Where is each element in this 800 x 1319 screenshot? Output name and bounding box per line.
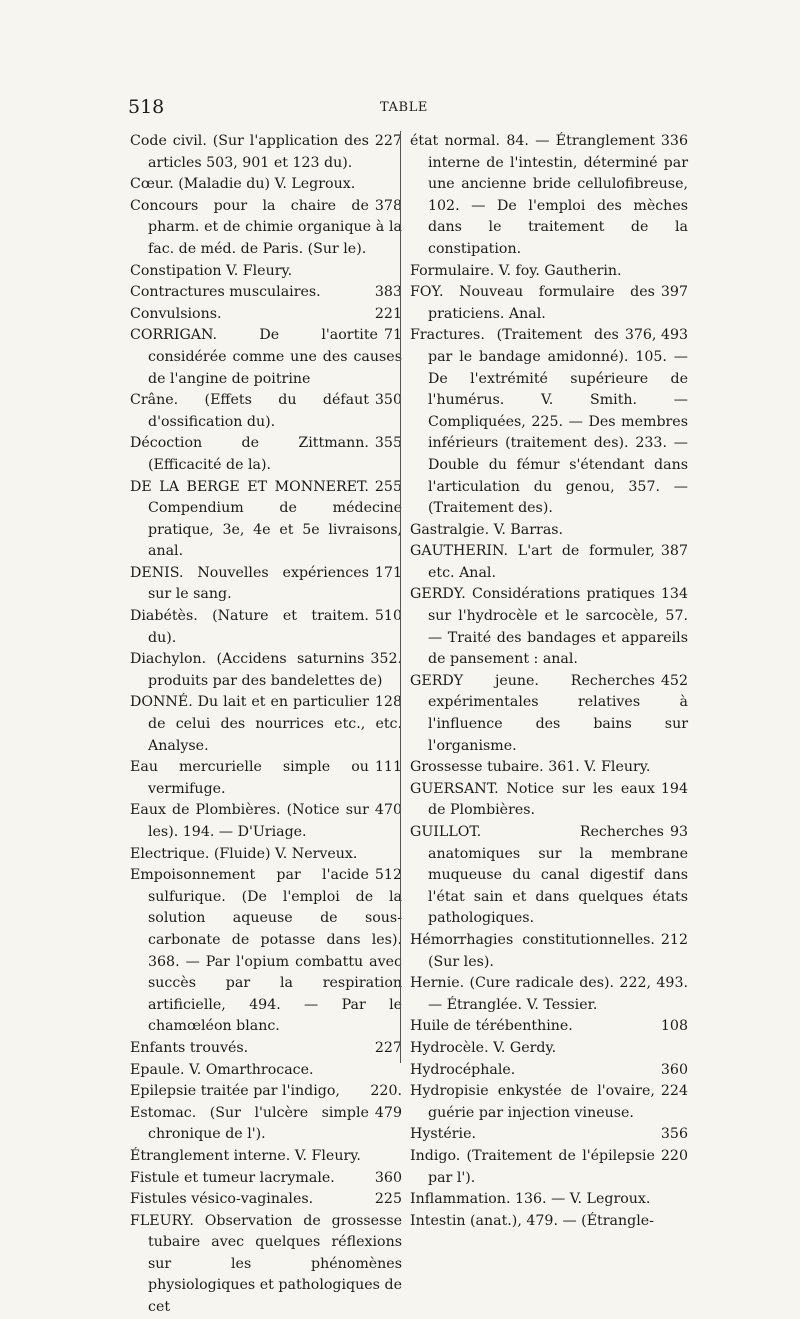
entry-page-ref: 355 (374, 435, 402, 452)
entry-page-ref: 378 (374, 197, 402, 214)
entry-text: Inflammation. 136. — V. Legroux. (410, 1191, 651, 1208)
index-entry (130, 757, 402, 800)
entry-text: Diachylon. (Accidens saturnins produits par des bandelettes de) (130, 651, 383, 689)
index-entry (410, 261, 688, 283)
entry-page-ref: 221 (374, 305, 402, 322)
entry-text: Cœur. (Maladie du) V. Legroux. (130, 176, 356, 193)
entry-text: Hémorrhagies constitutionnelles. (Sur les). (410, 931, 655, 970)
entry-text: GUILLOT. Recherches anatomiques sur la membrane muqueuse du canal digestif dans l'état sain et dans quelques états pathologiques. (410, 824, 688, 927)
entry-text: Étranglement interne. V. Fleury. (130, 1147, 361, 1164)
entry-text: GERDY jeune. Recherches expérimentales relatives à l'influence des bains sur l'organisme. (410, 672, 688, 754)
index-entry (130, 196, 402, 261)
entry-text: Convulsions. (130, 305, 222, 322)
entry-text: Eau mercurielle simple ou vermifuge. (130, 759, 369, 797)
index-entry (130, 1168, 402, 1190)
page-header (128, 96, 688, 124)
entry-page-ref: 227 (374, 133, 402, 149)
index-entry (130, 304, 402, 326)
index-entry (130, 174, 402, 196)
entry-text: Code civil. (Sur l'application des articles 503, 901 et 123 du). (130, 133, 369, 171)
entry-page-ref: 220 (660, 1147, 688, 1164)
entry-text: Formulaire. V. foy. Gautherin. (410, 262, 622, 279)
index-column-left (130, 131, 402, 1319)
index-entry (410, 325, 688, 519)
entry-page-ref: 360 (374, 1169, 402, 1186)
entry-text: DONNÉ. Du lait et en particulier de celui des nourrices etc., etc. Analyse. (130, 694, 402, 754)
entry-page-ref: 111 (374, 759, 402, 776)
column-divider (400, 131, 401, 1063)
index-entry (410, 1189, 688, 1211)
index-entry (410, 131, 688, 261)
entry-page-ref: 336 (660, 133, 688, 149)
entry-text: GUERSANT. Notice sur les eaux de Plombières. (410, 780, 655, 819)
index-entry (410, 973, 688, 1016)
entry-page-ref: 225 (374, 1191, 402, 1208)
index-entry (130, 131, 402, 174)
entry-text: état normal. 84. — Étranglement interne de l'intestin, déterminé par une ancienne bride cellulofibreuse, 102. — De l'emploi des mèches dans le traitement de la constipation. (410, 133, 688, 257)
entry-text: Hydropisie enkystée de l'ovaire, guérie par injection vineuse. (410, 1083, 655, 1121)
index-entry (130, 692, 402, 757)
entry-text: Empoisonnement par l'acide sulfurique. (De l'emploi de la solution aqueuse de sous-carbonate de potasse dans les). 368. — Par l'opium combattu avec succès par la respiration artificielle, 494. — Par le chamœléon blanc. (130, 867, 402, 1035)
entry-page-ref: 128 (374, 694, 402, 711)
index-entry (410, 584, 688, 670)
index-entry (410, 1146, 688, 1189)
index-entry (410, 1124, 688, 1146)
entry-page-ref: 397 (660, 284, 688, 301)
index-entry (130, 477, 402, 563)
entry-page-ref: 350 (374, 392, 402, 409)
entry-text: DE LA BERGE ET MONNERET. Compendium de médecine pratique, 3e, 4e et 5e livraisons, anal. (130, 478, 402, 560)
entry-text: Hernie. (Cure radicale des). 222, 493. — Étranglée. V. Tessier. (410, 975, 688, 1013)
running-title: TABLE (380, 100, 429, 115)
index-entry (410, 1016, 688, 1038)
entry-page-ref: 93 (669, 824, 688, 840)
entry-text: Diabétès. (Nature et traitem. du). (130, 608, 369, 646)
index-entry (410, 779, 688, 822)
index-entry (410, 671, 688, 757)
index-entry (410, 757, 688, 779)
index-entry (130, 1081, 402, 1103)
index-entry (130, 1189, 402, 1211)
entry-page-ref: 108 (660, 1018, 688, 1035)
index-entry (130, 1038, 402, 1060)
entry-page-ref: 171 (374, 564, 402, 581)
entry-text: Eaux de Plombières. (Notice sur les). 194. — D'Uriage. (130, 802, 369, 840)
entry-text: Fistules vésico-vaginales. (130, 1191, 314, 1208)
entry-page-ref: 352. (370, 651, 402, 668)
entry-text: Hystérie. (410, 1126, 476, 1143)
entry-text: Constipation V. Fleury. (130, 262, 293, 279)
index-entry (130, 800, 402, 843)
index-entry (130, 282, 402, 304)
entry-text: Indigo. (Traitement de l'épilepsie par l'). (410, 1147, 655, 1186)
index-entry (130, 606, 402, 649)
entry-text: Hydrocéphale. (410, 1061, 516, 1078)
entry-text: Huile de térébenthine. (410, 1018, 573, 1035)
index-entry (130, 865, 402, 1038)
entry-text: GAUTHERIN. L'art de formuler, etc. Anal. (410, 543, 655, 581)
entry-text: FOY. Nouveau formulaire des praticiens. Anal. (410, 284, 655, 322)
entry-page-ref: 224 (660, 1083, 688, 1100)
entry-text: CORRIGAN. De l'aortite considérée comme une des causes de l'angine de poitrine (130, 327, 402, 387)
entry-page-ref: 212 (660, 931, 688, 948)
entry-text: Gastralgie. V. Barras. (410, 521, 564, 538)
entry-text: Décoction de Zittmann. (Efficacité de la). (130, 435, 369, 473)
entry-page-ref: 383 (374, 284, 402, 301)
entry-text: Contractures musculaires. (130, 284, 321, 301)
entry-page-ref: 376, 493 (624, 327, 688, 344)
index-entry (410, 282, 688, 325)
index-entry (130, 844, 402, 866)
entry-page-ref: 134 (660, 586, 688, 603)
index-entry (130, 1103, 402, 1146)
index-entry (410, 1211, 688, 1233)
entry-text: Crâne. (Effets du défaut d'ossification du). (130, 392, 369, 430)
entry-page-ref: 194 (660, 780, 688, 797)
entry-page-ref: 452 (660, 672, 688, 689)
index-entry (410, 1038, 688, 1060)
entry-page-ref: 360 (660, 1061, 688, 1078)
index-entry (410, 520, 688, 542)
entry-text: FLEURY. Observation de grossesse tubaire avec quelques réflexions sur les phénomènes physiologiques et pathologiques de cet (130, 1212, 402, 1316)
index-entry (410, 930, 688, 973)
index-entry (130, 649, 402, 692)
index-entry (130, 1146, 402, 1168)
index-entry (410, 822, 688, 930)
entry-page-ref: 512 (374, 867, 402, 884)
entry-page-ref: 71 (383, 327, 402, 344)
index-entry (130, 390, 402, 433)
index-entry (410, 1060, 688, 1082)
page-number: 518 (128, 96, 165, 118)
entry-page-ref: 479 (374, 1104, 402, 1121)
entry-text: Fistule et tumeur lacrymale. (130, 1169, 335, 1186)
entry-text: Estomac. (Sur l'ulcère simple chronique de l'). (130, 1104, 369, 1143)
entry-text: Hydrocèle. V. Gerdy. (410, 1039, 557, 1056)
entry-page-ref: 356 (660, 1126, 688, 1143)
index-entry (130, 1211, 402, 1319)
index-entry (410, 1081, 688, 1124)
index-entry (130, 433, 402, 476)
entry-text: DENIS. Nouvelles expériences sur le sang. (130, 564, 369, 603)
entry-page-ref: 227 (374, 1039, 402, 1056)
entry-page-ref: 387 (660, 543, 688, 560)
entry-page-ref: 470 (374, 802, 402, 819)
entry-text: Enfants trouvés. (130, 1039, 249, 1056)
index-entry (130, 563, 402, 606)
entry-text: Concours pour la chaire de pharm. et de chimie organique à la fac. de méd. de Paris. (Sur le). (130, 197, 402, 257)
index-column-right (410, 131, 688, 1232)
entry-text: Epilepsie traitée par l'indigo, (130, 1083, 340, 1100)
index-entry (130, 261, 402, 283)
entry-page-ref: 510 (374, 608, 402, 625)
entry-page-ref: 220. (370, 1083, 402, 1100)
index-entry (130, 1060, 402, 1082)
entry-page-ref: 255 (374, 478, 402, 495)
entry-text: Grossesse tubaire. 361. V. Fleury. (410, 759, 651, 776)
entry-text: Intestin (anat.), 479. — (Étrangle- (410, 1212, 654, 1229)
index-entry (410, 541, 688, 584)
entry-text: GERDY. Considérations pratiques sur l'hydrocèle et le sarcocèle, 57. — Traité des bandages et appareils de pansement : anal. (410, 586, 688, 668)
entry-text: Epaule. V. Omarthrocace. (130, 1061, 314, 1078)
entry-text: Fractures. (Traitement des par le bandage amidonné). 105. — De l'extrémité supérieure de l'humérus. V. Smith. — Compliquées, 225. — Des membres inférieurs (traitement des). 233. — Double du fémur s'étendant dans l'articulation du genou, 357. — (Traitement des). (410, 327, 688, 517)
index-entry (130, 325, 402, 390)
entry-text: Electrique. (Fluide) V. Nerveux. (130, 845, 358, 862)
